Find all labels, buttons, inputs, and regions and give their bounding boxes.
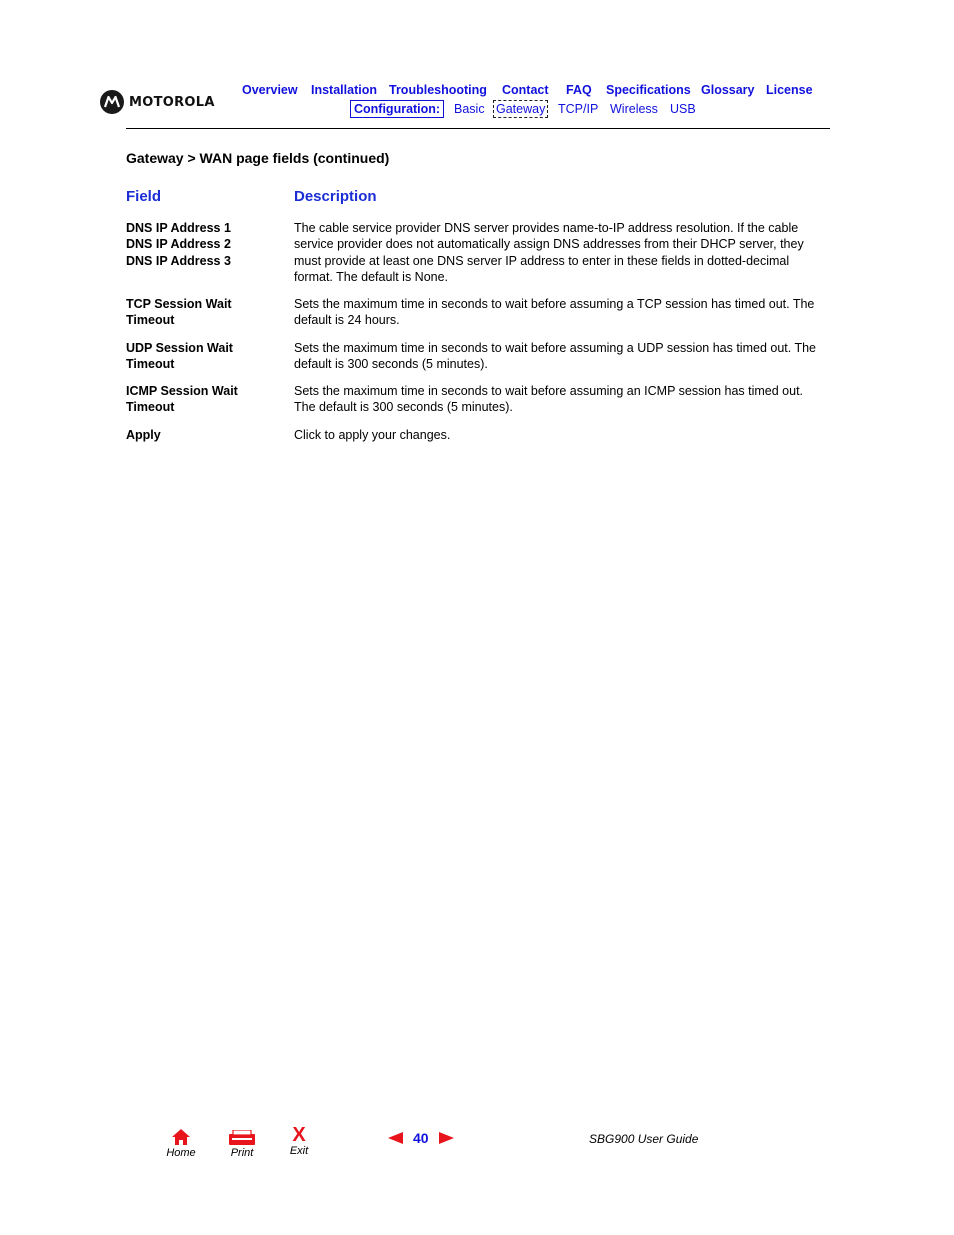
field-description: Sets the maximum time in seconds to wait before assuming an ICMP session has timed out. The default is 300 seconds (5 minutes).: [294, 384, 804, 415]
field-description: Sets the maximum time in seconds to wait before assuming a TCP session has timed out. The default is 24 hours.: [294, 297, 815, 328]
column-header-description: Description: [294, 188, 377, 205]
field-name: Apply: [126, 428, 161, 442]
nav-troubleshooting[interactable]: Troubleshooting: [389, 83, 487, 97]
field-description: Sets the maximum time in seconds to wait before assuming a UDP session has timed out. The default is 300 seconds (5 minutes).: [294, 341, 817, 372]
header-divider: [126, 128, 830, 129]
nav-gateway[interactable]: Gateway: [493, 100, 548, 118]
motorola-batwing-icon: [100, 90, 124, 114]
field-name: UDP Session Wait Timeout: [126, 341, 233, 372]
motorola-logo: [100, 89, 215, 115]
page-number: 40: [413, 1130, 429, 1146]
field-description: The cable service provider DNS server provides name-to-IP address resolution. If the cable service provider does not automatically assign DNS addresses from their DHCP server, they must provide at least one DNS server IP address to enter in these fields in dotted-decimal format. The default is None.: [294, 221, 804, 284]
exit-label: Exit: [289, 1145, 309, 1157]
nav-configuration[interactable]: Configuration:: [350, 100, 444, 118]
previous-page-icon[interactable]: [388, 1132, 403, 1144]
section-title: Gateway > WAN page fields (continued): [126, 150, 390, 166]
page-navigation: [388, 1130, 454, 1146]
nav-overview[interactable]: Overview: [242, 83, 298, 97]
nav-contact[interactable]: Contact: [502, 83, 549, 97]
nav-basic[interactable]: Basic: [454, 102, 485, 116]
home-button[interactable]: [164, 1128, 198, 1159]
nav-wireless[interactable]: Wireless: [610, 102, 658, 116]
nav-specifications[interactable]: Specifications: [606, 83, 691, 97]
nav-license[interactable]: License: [766, 83, 813, 97]
home-label: Home: [166, 1147, 196, 1159]
next-page-icon[interactable]: [439, 1132, 454, 1144]
exit-icon: X: [292, 1124, 306, 1146]
column-header-field: Field: [126, 188, 162, 205]
field-description: Click to apply your changes.: [294, 428, 451, 442]
printer-icon: [228, 1130, 256, 1146]
nav-installation[interactable]: Installation: [311, 83, 377, 97]
field-name: DNS IP Address 1 DNS IP Address 2 DNS IP Address 3: [126, 221, 231, 268]
field-name: TCP Session Wait Timeout: [126, 297, 232, 328]
guide-title: SBG900 User Guide: [589, 1132, 699, 1146]
nav-usb[interactable]: USB: [670, 102, 696, 116]
exit-button[interactable]: [286, 1126, 312, 1157]
print-button[interactable]: [226, 1130, 258, 1159]
nav-faq[interactable]: FAQ: [566, 83, 592, 97]
brand-name: MOTOROLA: [129, 94, 215, 110]
nav-glossary[interactable]: Glossary: [701, 83, 755, 97]
home-icon: [171, 1128, 191, 1146]
field-name: ICMP Session Wait Timeout: [126, 384, 238, 415]
print-label: Print: [230, 1147, 254, 1159]
nav-tcp-ip[interactable]: TCP/IP: [558, 102, 599, 116]
